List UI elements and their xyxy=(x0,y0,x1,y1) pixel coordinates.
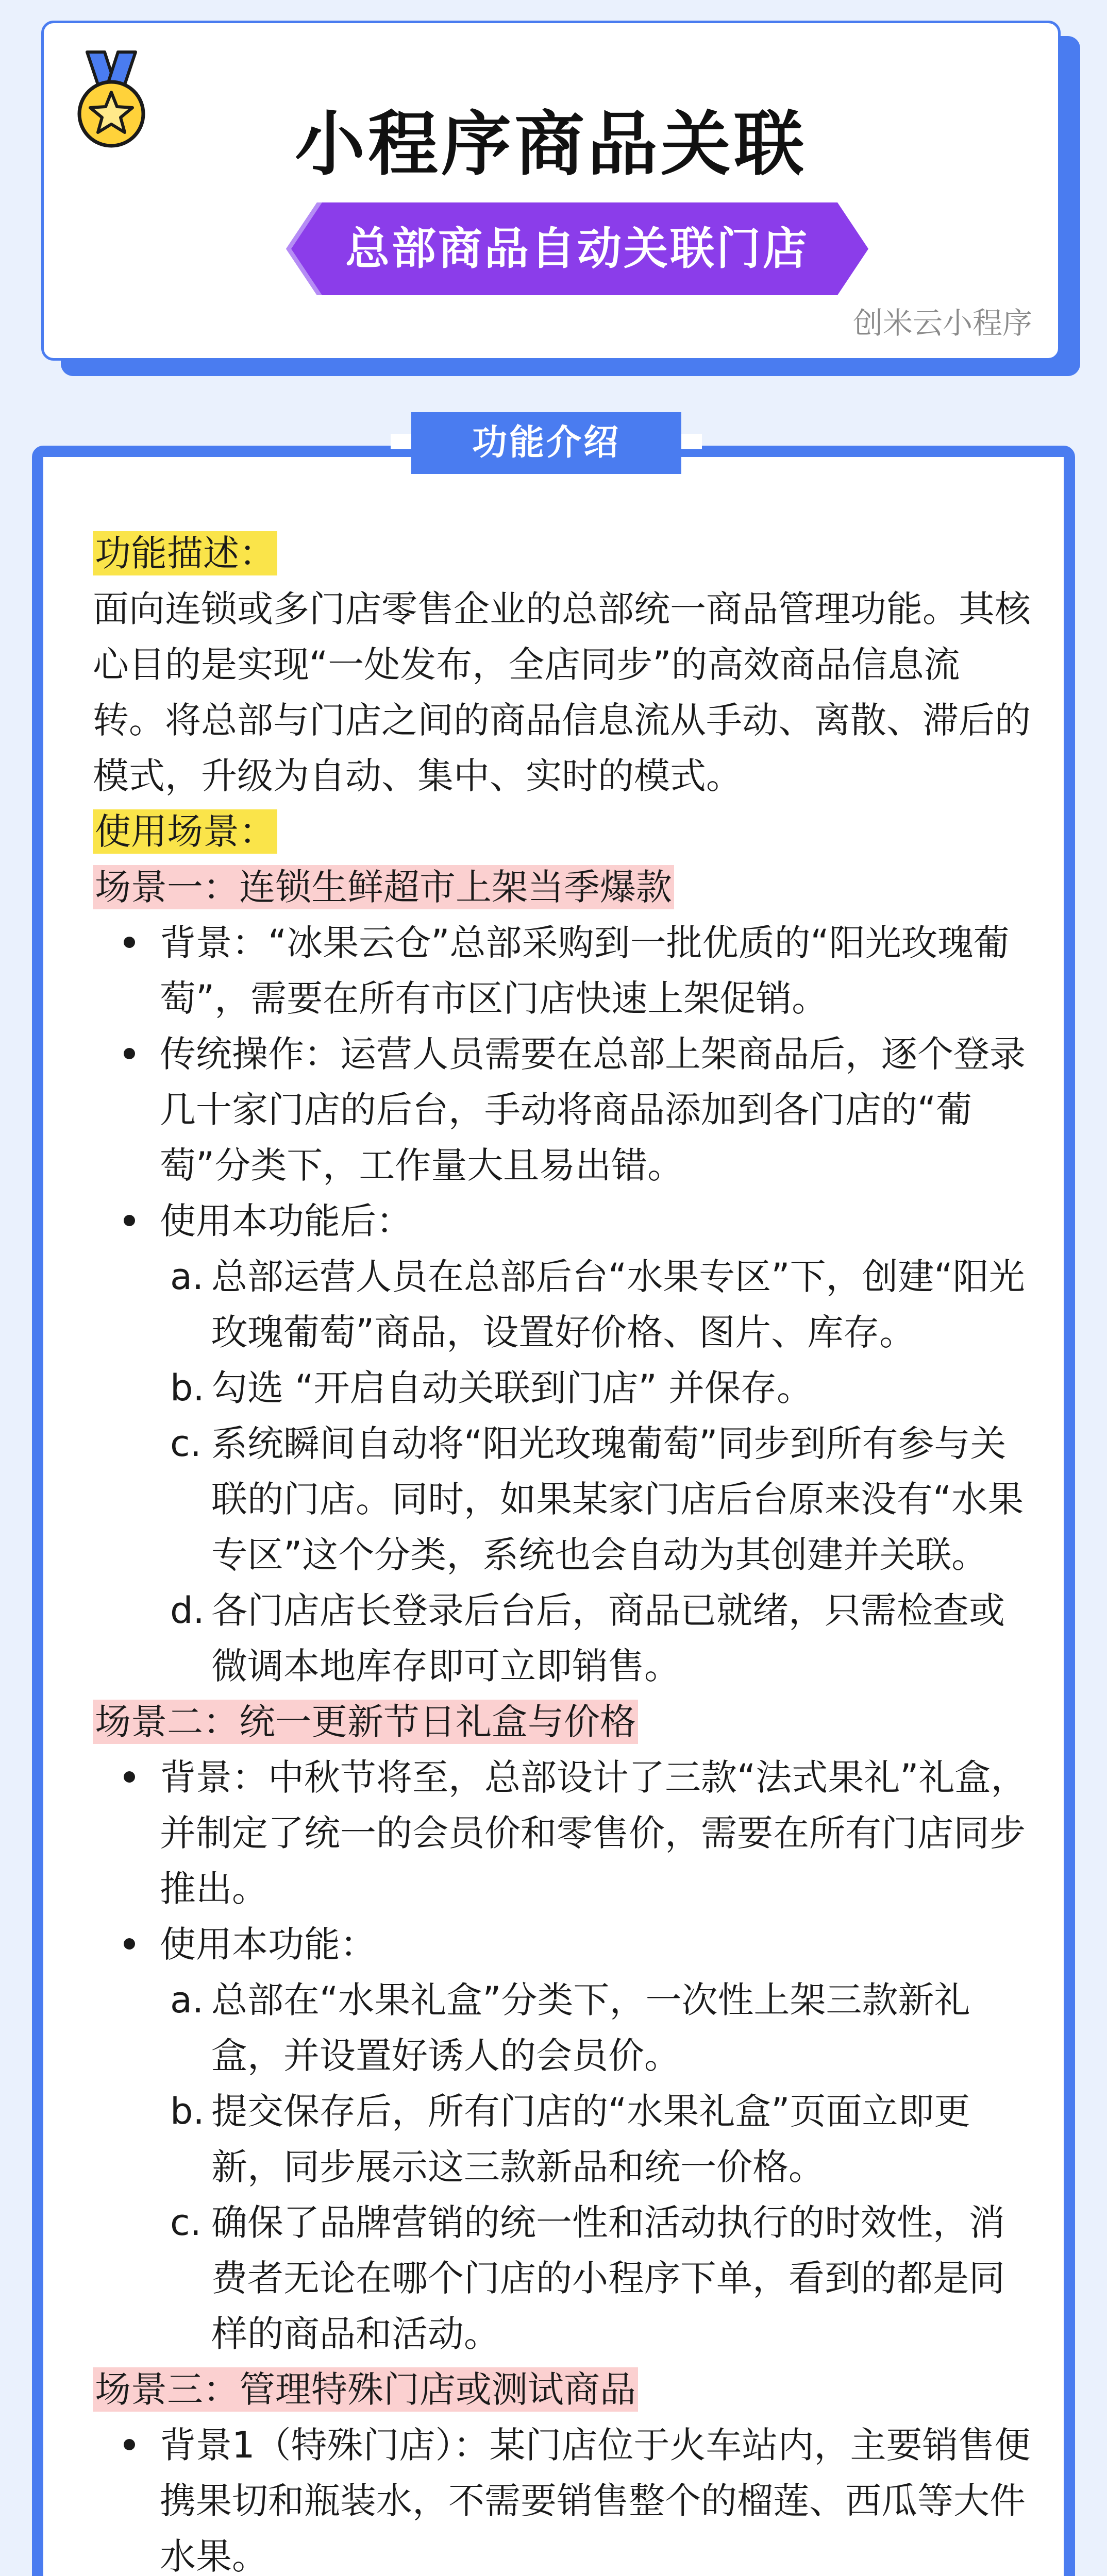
bullet-text: 使用本功能后： xyxy=(160,1200,412,1242)
sub-text: 总部在“水果礼盒”分类下，一次性上架三款新礼盒，并设置好诱人的会员价。 xyxy=(211,1979,970,2077)
page-title: 小程序商品关联 xyxy=(295,104,807,185)
scenario-heading xyxy=(93,2362,1031,2417)
tab-edge-left xyxy=(391,434,411,449)
usage-heading-text: 使用场景： xyxy=(93,809,277,854)
usage-heading xyxy=(93,804,1031,859)
sub-mark: c. xyxy=(170,2201,202,2244)
scenario-bullets xyxy=(93,1750,1031,2362)
bullet-item: 背景：“冰果云仓”总部采购到一批优质的“阳光玫瑰葡萄”，需要在所有市区门店快速上架促销。 xyxy=(93,915,1031,1026)
sub-item xyxy=(160,1249,1031,1360)
sub-mark: b. xyxy=(170,1367,205,1409)
sub-item xyxy=(160,2195,1031,2362)
scenario-heading-text: 场景一：连锁生鲜超市上架当季爆款 xyxy=(93,865,674,909)
sub-mark: a. xyxy=(170,1256,204,1298)
bullet-item: 传统操作：运营人员需要在总部上架商品后，逐个登录几十家门店的后台，手动将商品添加到各门店的“葡萄”分类下，工作量大且易出错。 xyxy=(93,1026,1031,1193)
scenario-heading-text: 场景二：统一更新节日礼盒与价格 xyxy=(93,1700,638,1744)
sub-text: 系统瞬间自动将“阳光玫瑰葡萄”同步到所有参与关联的门店。同时，如果某家门店后台原来没有“水果专区”这个分类，系统也会自动为其创建并关联。 xyxy=(211,1422,1024,1576)
scenario-heading xyxy=(93,1694,1031,1750)
sub-mark: b. xyxy=(170,2090,205,2132)
tab-edge-right xyxy=(681,434,702,449)
sub-mark: d. xyxy=(170,1589,205,1632)
bullet-text: 使用本功能： xyxy=(160,1923,376,1965)
scenario-bullets xyxy=(93,2417,1031,2576)
bullet-item xyxy=(93,1193,1031,1694)
scenario-heading xyxy=(93,859,1031,915)
subtitle-banner xyxy=(286,202,868,295)
content-body xyxy=(93,526,1031,2576)
sub-text: 总部运营人员在总部后台“水果专区”下，创建“阳光玫瑰葡萄”商品，设置好价格、图片、库存。 xyxy=(211,1256,1025,1353)
bullet-item xyxy=(93,1917,1031,2362)
desc-heading xyxy=(93,526,1031,581)
desc-text: 面向连锁或多门店零售企业的总部统一商品管理功能。其核心目的是实现“一处发布，全店同步”的高效商品信息流转。将总部与门店之间的商品信息流从手动、离散、滞后的模式，升级为自动、集中、实时的模式。 xyxy=(93,588,1031,797)
sub-text: 提交保存后，所有门店的“水果礼盒”页面立即更新，同步展示这三款新品和统一价格。 xyxy=(211,2090,970,2188)
subtitle-text: 总部商品自动关联门店 xyxy=(345,223,809,275)
sub-text: 各门店店长登录后台后，商品已就绪，只需检查或微调本地库存即可立即销售。 xyxy=(211,1589,1005,1687)
sub-list xyxy=(160,1249,1031,1694)
sub-item xyxy=(160,1972,1031,2083)
section-title: 功能介绍 xyxy=(411,412,681,474)
sub-mark: a. xyxy=(170,1979,204,2021)
sub-item xyxy=(160,1583,1031,1694)
bullet-item: 背景：中秋节将至，总部设计了三款“法式果礼”礼盒，并制定了统一的会员价和零售价，需要在所有门店同步推出。 xyxy=(93,1750,1031,1917)
sub-mark: c. xyxy=(170,1422,202,1465)
sub-item xyxy=(160,1416,1031,1583)
sub-item xyxy=(160,2083,1031,2195)
header-card xyxy=(41,21,1061,361)
desc-heading-text: 功能描述： xyxy=(93,531,277,575)
scenario-bullets xyxy=(93,915,1031,1694)
sub-text: 确保了品牌营销的统一性和活动执行的时效性，消费者无论在哪个门店的小程序下单，看到的都是同样的商品和活动。 xyxy=(211,2201,1005,2355)
bullet-item: 背景1（特殊门店）：某门店位于火车站内，主要销售便携果切和瓶装水，不需要销售整个的榴莲、西瓜等大件水果。 xyxy=(93,2417,1031,2576)
scenario-heading-text: 场景三：管理特殊门店或测试商品 xyxy=(93,2367,638,2412)
sub-list xyxy=(160,1972,1031,2362)
sub-item xyxy=(160,1360,1031,1416)
sub-text: 勾选 “开启自动关联到门店” 并保存。 xyxy=(211,1367,813,1409)
brand-label: 创米云小程序 xyxy=(852,306,1032,341)
